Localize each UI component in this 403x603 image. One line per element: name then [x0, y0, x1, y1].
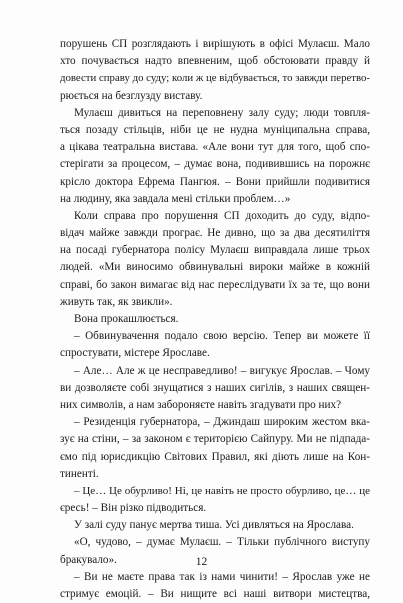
- text-line: Вона прокашлюється.: [74, 313, 179, 325]
- text-line: бракувало».: [60, 553, 117, 566]
- text-line: порушень СП розглядають і вирішують в офісі Мулаєш. Мало: [60, 38, 370, 50]
- text-line: на посаді губернатора полісу Мулаєш виправдала лише трьох: [60, 244, 370, 257]
- text-line: відач майже завжди програє. Не дивно, що за два десятиліття: [60, 227, 370, 240]
- text-line: живуть так, як звикли».: [60, 295, 173, 308]
- text-line: людей. «Ми виносимо обвинувальні вироки майже в кожній: [60, 261, 370, 274]
- text-line: а цікава театральна вистава. «Але вони тут для того, щоб спо-: [60, 141, 370, 154]
- text-line: справі, бо закон вимагає від нас переслідувати їх за те, що вони: [60, 278, 370, 291]
- text-line: хто почувається надто впевненим, щоб обстоювати правду й: [60, 55, 370, 68]
- text-line: довести справу до суду; коли ж це відбувається, то завжди перетво-: [60, 72, 370, 85]
- text-line: них символів, а нам забороняєте навіть згадувати про них?: [60, 398, 342, 411]
- text-line: зує на стіни, – за законом є територією Сайпуру. Ми не підпада-: [60, 433, 370, 446]
- body-text: [60, 36, 370, 603]
- text-line: на людину, яка завдала мені стільки проблем…»: [60, 192, 291, 205]
- text-line: спростувати, містере Ярославе.: [60, 347, 210, 360]
- text-line: Мулаєш дивиться на переповнену залу суду; люди товпля-: [74, 106, 370, 119]
- text-line: – Ви не маєте права так із нами чинити! – Ярослав уже не: [74, 570, 370, 583]
- text-line: – Але… Але ж це несправедливо! – вигукує Ярослав. – Чому: [74, 364, 370, 377]
- text-line: рюється на безглузду виставу.: [60, 89, 203, 102]
- page-number: 12: [195, 556, 208, 568]
- text-line: стримує емоцій. – Ви нищите всі наші витвори мистецтва,: [60, 588, 370, 600]
- text-line: ви дозволяєте собі знущатися з наших сигілів, з наших священ-: [60, 381, 370, 394]
- text-line: – Це… Це обурливо! Ні, це навіть не просто обурливо, це… це: [74, 484, 370, 497]
- text-line: У залі суду панує мертва тиша. Усі дивляться на Ярослава.: [74, 519, 354, 532]
- text-line: тиненті.: [60, 467, 99, 480]
- text-line: Коли справа про порушення СП доходить до суду, відпо-: [74, 209, 370, 222]
- text-line: крісло доктора Ефрема Пангюя. – Вони прийшли подивитися: [60, 175, 370, 188]
- text-line: – Резиденція губернатора, – Джиндаш широким жестом вка-: [74, 416, 370, 429]
- text-line: ться позаду стільців, ніби це не нудна муніципальна справа,: [60, 123, 370, 136]
- text-line: стерігати за процесом, – думає вона, подивившись на порожнє: [60, 158, 370, 171]
- text-line: «О, чудово, – думає Мулаєш. – Тільки публічного виступу: [74, 536, 370, 549]
- text-line: єресь! – Він різко підводиться.: [60, 502, 207, 515]
- text-line: – Обвинувачення подало свою версію. Тепер ви можете її: [74, 330, 370, 343]
- text-line: ємо під юрисдикцію Світових Правил, які діють лише на Кон-: [60, 450, 370, 463]
